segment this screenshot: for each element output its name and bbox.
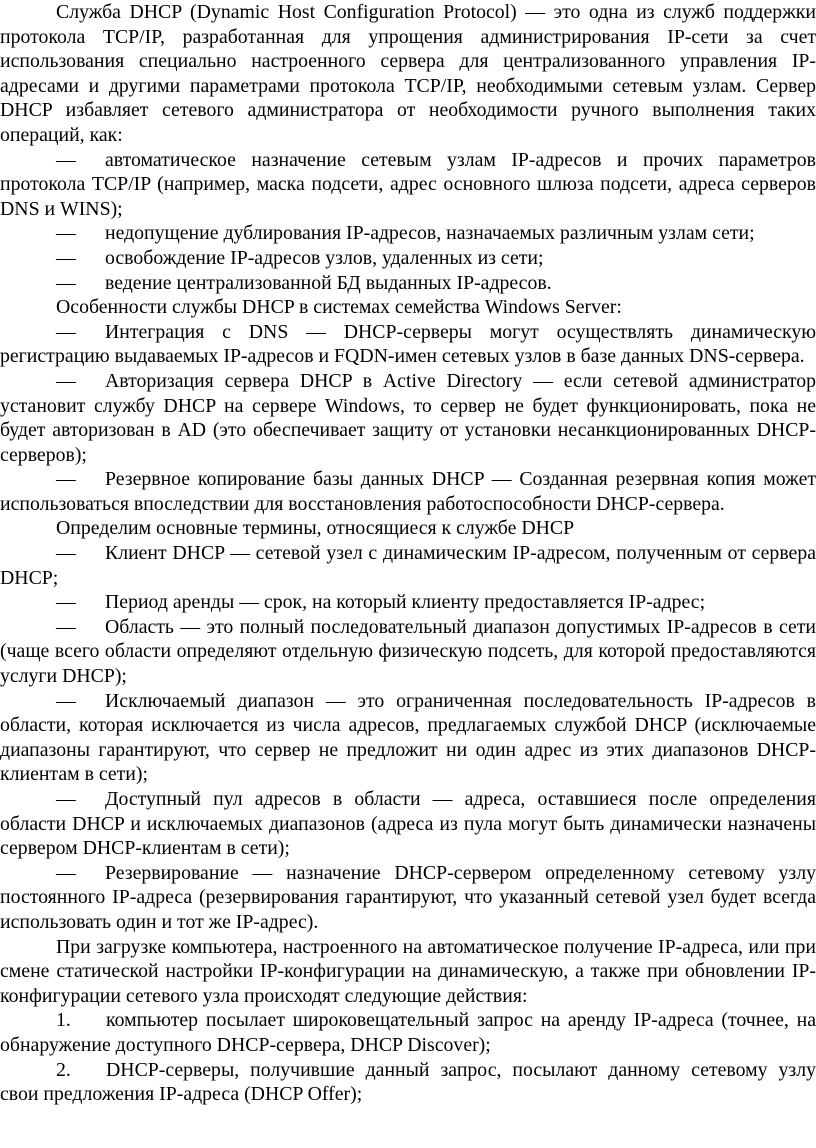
list-item [0, 271, 816, 296]
list-item [0, 787, 816, 861]
step-number: 1. [56, 1009, 71, 1032]
list-item [0, 221, 816, 246]
dash-marker: — [56, 271, 76, 294]
step-number: 2. [56, 1058, 71, 1081]
dash-marker: — [56, 369, 76, 392]
numbered-item-text: компьютер посылает широковещательный запрос на аренду IP-адреса (точнее, на обнаружение доступного DHCP-сервера, DHCP Discover); [0, 1009, 816, 1056]
dash-marker: — [56, 861, 76, 884]
dash-marker: — [56, 246, 76, 269]
list-item [0, 320, 816, 369]
list-item-text: Область — это полный последовательный диапазон допустимых IP-адресов в сети (чаще всего области определяют отдельную физическую подсеть, для которой предоставляются услуги DHCP); [0, 615, 816, 688]
dash-marker: — [56, 222, 76, 245]
list-item-text: Доступный пул адресов в области — адреса, оставшиеся после определения области DHCP и исключаемых диапазонов (адреса из пула могут быть динамически назначены сервером DHCP-клиентам в сети); [0, 788, 816, 860]
list-item [0, 148, 816, 222]
boot-paragraph: При загрузке компьютера, настроенного на автоматическое получение IP-адреса, или при смене статической настройки IP-конфигурации на динамическую, а также при обновлении IP-конфигурации сетевого узла происходят следующие действия: [0, 935, 816, 1007]
list-item-text: недопущение дублирования IP-адресов, назначаемых различным узлам сети; [105, 222, 755, 245]
list-item-text: Период аренды — срок, на который клиенту предоставляется IP-адрес; [105, 591, 706, 614]
list-item [0, 369, 816, 467]
dash-marker: — [56, 148, 76, 171]
list-item-text: Резервное копирование базы данных DHCP — Созданная резервная копия может использоваться впоследствии для восстановления работоспособности DHCP-сервера. [0, 468, 816, 515]
dash-marker: — [56, 468, 76, 491]
dash-marker: — [56, 591, 76, 614]
numbered-item-text: DHCP-серверы, получившие данный запрос, посылают данному сетевому узлу свои предложения IP-адреса (DHCP Offer); [0, 1058, 816, 1106]
features-heading: Особенности службы DHCP в системах семейства Windows Server: [56, 296, 622, 319]
list-item [0, 541, 816, 590]
dash-marker: — [56, 788, 76, 810]
list-item-text: Интеграция с DNS — DHCP-серверы могут осуществлять динамическую регистрацию выдаваемых IP-адресов и FQDN-имен сетевых узлов в базе данных DNS-сервера. [0, 320, 816, 368]
dash-marker: — [56, 542, 76, 565]
dash-marker: — [56, 320, 76, 343]
numbered-item [0, 1058, 816, 1107]
list-item-text: Резервирование — назначение DHCP-сервером определенному сетевому узлу постоянного IP-адреса (резервирования гарантируют, что указанный сетевой узел будет всегда использовать один и тот же IP-адрес). [0, 861, 816, 933]
intro-paragraph: Служба DHCP (Dynamic Host Configuration Protocol) — это одна из служб поддержки протокола TCP/IP, разработанная для упрощения администрирования IP-сети за счет использования специально настроенного сервера для централизованного управления IP-адресами и другими параметрами протокола TCP/IP, необходимыми сетевым узлам. Сервер DHCP избавляет сетевого администратора от необходимости ручного выполнения таких операций, как: [0, 1, 816, 146]
list-item [0, 467, 816, 516]
list-item-text: автоматическое назначение сетевым узлам IP-адресов и прочих параметров протокола TCP/IP (например, маска подсети, адрес основного шлюза подсети, адреса серверов DNS и WINS); [0, 148, 816, 220]
numbered-item [0, 1008, 816, 1057]
list-item [0, 615, 816, 689]
dash-marker: — [56, 615, 76, 638]
list-item [0, 689, 816, 787]
list-item [0, 861, 816, 935]
terms-heading: Определим основные термины, относящиеся к службе DHCP [56, 517, 575, 540]
dash-marker: — [56, 689, 76, 712]
list-item [0, 246, 816, 271]
list-item-text: Клиент DHCP — сетевой узел с динамическим IP-адресом, полученным от сервера DHCP; [0, 542, 816, 589]
list-item-text: ведение централизованной БД выданных IP-адресов. [105, 271, 552, 294]
list-item-text: освобождение IP-адресов узлов, удаленных из сети; [105, 246, 544, 269]
list-item-text: Авторизация сервера DHCP в Active Directory — если сетевой администратор установит службу DHCP на сервере Windows, то сервер не будет функционировать, пока не будет авторизован в AD (это обеспечивает защиту от установки несанкционированных DHCP-серверов); [0, 369, 816, 466]
list-item-text: Исключаемый диапазон — это ограниченная последовательность IP-адресов в области, которая исключается из числа адресов, предлагаемых службой DHCP (исключаемые диапазоны гарантируют, что сервер не предложит ни один адрес из этих диапазонов DHCP-клиентам в сети); [0, 689, 816, 786]
list-item [0, 590, 816, 615]
